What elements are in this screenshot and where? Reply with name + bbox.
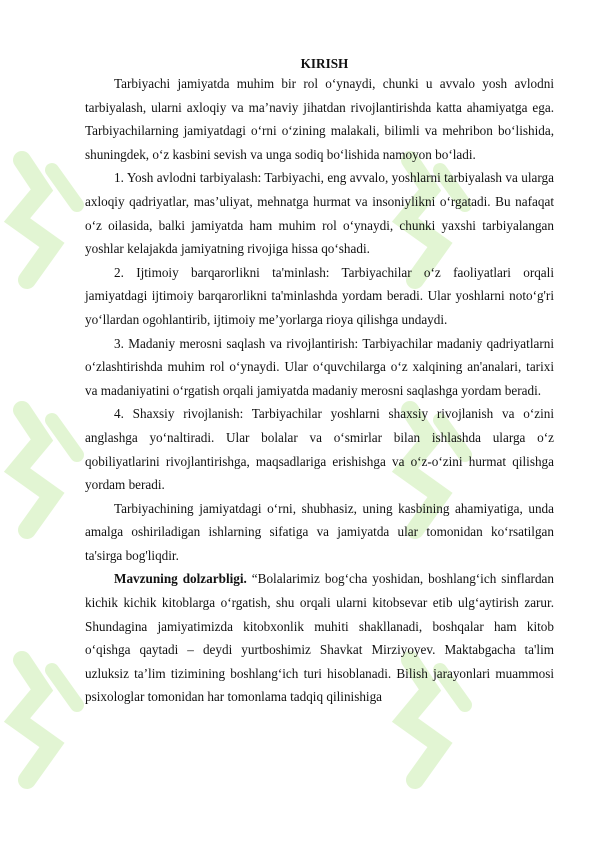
paragraph: 2. Ijtimoiy barqarorlikni ta'minlash: Tarbiyachilar o‘z faoliyatlari orqali jamiyatdagi ijtimoiy barqarorlikni ta'minlashda yordam beradi. Ular yoshlarni noto‘g'ri yo‘llardan ogohlantirib, ijtimoiy me’yorlarga rioya qilishga undaydi. [85,264,554,327]
paragraph: 3. Madaniy merosni saqlash va rivojlantirish: Tarbiyachilar madaniy qadriyatlarni o‘zlashtirishda muhim rol o‘ynaydi. Ular o‘quvchilarga o‘z xalqining an'analari, tarixi va madaniyatini o‘rgatish orqali jamiyatda madaniy merosni saqlashga yordam beradi. [85,335,554,398]
paragraph: Tarbiyachi jamiyatda muhim bir rol o‘ynaydi, chunki u avvalo yosh avlodni tarbiyalash, ularni axloqiy va ma’naviy jihatdan rivojlantirishda katta ahamiyatga ega. Tarbiyachilarning jamiyatdagi o‘rni o‘zining malakali, bilimli va mehribon bo‘lishida, shuningdek, o‘z kasbini sevish va unga sodiq bo‘lishida namoyon bo‘ladi. [85,76,554,162]
document-page [85,56,554,709]
paragraph: Tarbiyachining jamiyatdagi o‘rni, shubhasiz, uning kasbining ahamiyatiga, unda amalga oshiriladigan ishlarning sifatiga va jamiyatda ular tomonidan ko‘rsatilgan ta'sirga bog'liqdir. [85,500,554,563]
paragraph [85,567,554,709]
paragraph-text: “Bolalarimiz bog‘cha yoshidan, boshlang‘ich sinflardan kichik kichik kitoblarga o‘rgatish, shu orqali ularni kitobsevar etib ulg‘aytirish zarur. Shundagina jamiyatimizda kitobxonlik muhiti shakllanadi, boshqalar ham kitob o‘qishga qaytadi – deydi yurtboshimiz Shavkat Mirziyoyev. Maktabgacha ta'lim uzluksiz ta’lim tizimining boshlang‘ich turi hisoblanadi. Bilish jarayonlari muammosi psixologlar tomonidan har tomonlama tadqiq qilinishiga [85,571,554,705]
paragraph-lead: Mavzuning dolzarbligi. [114,571,247,587]
document-title: KIRISH [300,56,349,71]
paragraph: 1. Yosh avlodni tarbiyalash: Tarbiyachi, eng avvalo, yoshlarni tarbiyalash va ularga axloqiy qadriyatlar, mas’uliyat, mehnatga hurmat va insoniylikni o‘rgatadi. Bu nafaqat o‘z oilasida, balki jamiyatda ham muhim rol o‘ynaydi, chunki yaxshi tarbiyalangan yoshlar kelajakda jamiyatning rivojiga hissa qo‘shadi. [85,170,554,257]
paragraph: 4. Shaxsiy rivojlanish: Tarbiyachilar yoshlarni shaxsiy rivojlanish va o‘zini anglashga yo‘naltiradi. Ular bolalar va o‘smirlar bilan ishlashda ularga o‘z qobiliyatlarini rivojlantirishga, maqsadlariga erishishga va o‘z-o‘zini hurmat qilishga yordam beradi. [85,406,554,493]
